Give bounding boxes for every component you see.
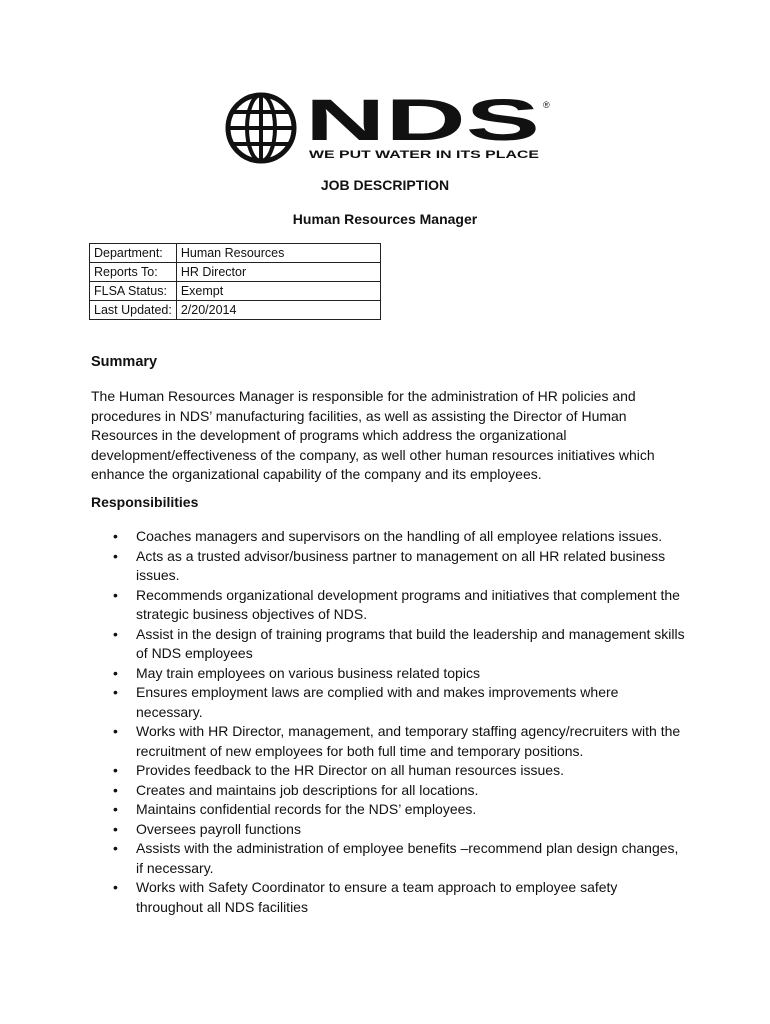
- bullet-icon: •: [113, 723, 118, 739]
- flsa-status-label: FLSA Status:: [90, 282, 177, 301]
- list-item-text: Coaches managers and supervisors on the handling of all employee relations issues.: [136, 528, 663, 544]
- list-item: [113, 625, 686, 664]
- bullet-icon: •: [113, 684, 118, 700]
- bullet-icon: •: [113, 547, 118, 564]
- table-row: [90, 301, 381, 320]
- responsibilities-list: [113, 527, 686, 917]
- list-item-text: Assists with the administration of employee benefits –recommend plan design changes, if necessary.: [136, 840, 679, 876]
- flsa-status-value: Exempt: [176, 282, 380, 301]
- list-item-text: Acts as a trusted advisor/business partner to management on all HR related business issues.: [136, 547, 666, 583]
- last-updated-value: 2/20/2014: [176, 301, 380, 320]
- list-item: [113, 664, 686, 684]
- table-row: [90, 263, 381, 282]
- list-item: [113, 839, 686, 878]
- position-title: Human Resources Manager: [292, 211, 478, 227]
- reports-to-value: HR Director: [176, 263, 380, 282]
- list-item-text: May train employees on various business related topics: [136, 664, 480, 681]
- list-item: [113, 800, 686, 820]
- logo-wordmark: NDS: [305, 92, 540, 153]
- department-value: Human Resources: [176, 244, 380, 263]
- list-item: [113, 527, 686, 547]
- bullet-icon: •: [113, 840, 118, 856]
- list-item-text: Maintains confidential records for the NDS’ employees.: [136, 801, 477, 817]
- bullet-icon: •: [113, 820, 118, 837]
- list-item-text: Provides feedback to the HR Director on all human resources issues.: [136, 762, 564, 778]
- list-item: [113, 722, 686, 761]
- bullet-icon: •: [113, 664, 118, 681]
- nds-logo-graphic: [223, 92, 553, 164]
- bullet-icon: •: [113, 781, 118, 798]
- bullet-icon: •: [113, 879, 118, 895]
- list-item-text: Creates and maintains job descriptions for all locations.: [136, 781, 479, 798]
- bullet-icon: •: [113, 801, 118, 817]
- list-item: [113, 586, 686, 625]
- list-item: [113, 683, 686, 722]
- table-row: [90, 282, 381, 301]
- list-item-text: Works with Safety Coordinator to ensure a team approach to employee safety throughout all NDS facilities: [136, 879, 618, 915]
- document-title: JOB DESCRIPTION: [320, 177, 450, 193]
- list-item: [113, 547, 686, 586]
- list-item: [113, 761, 686, 781]
- reports-to-label: Reports To:: [90, 263, 177, 282]
- table-row: [90, 244, 381, 263]
- last-updated-label: Last Updated:: [90, 301, 177, 320]
- logo-tagline: WE PUT WATER IN ITS PLACE: [309, 149, 539, 161]
- list-item-text: Recommends organizational development programs and initiatives that complement the strategic business objectives of NDS.: [136, 586, 680, 622]
- registered-mark: ®: [543, 100, 550, 110]
- summary-heading: Summary: [91, 354, 158, 370]
- list-item-text: Ensures employment laws are complied with and makes improvements where necessary.: [136, 684, 619, 720]
- list-item: [113, 878, 686, 917]
- bullet-icon: •: [113, 762, 118, 778]
- list-item-text: Oversees payroll functions: [136, 820, 301, 837]
- summary-text: The Human Resources Manager is responsible for the administration of HR policies and procedures in NDS’ manufacturing facilities, as well as assisting the Director of Human Resources in the development of programs which address the organizational development/effectiveness of the company, as well other human resources initiatives which enhance the organizational capability of the company and its employees.: [91, 388, 655, 482]
- bullet-icon: •: [113, 528, 118, 544]
- job-info-table: [89, 243, 381, 320]
- list-item-text: Works with HR Director, management, and temporary staffing agency/recruiters with the recruitment of new employees for both full time and temporary positions.: [136, 723, 681, 759]
- department-label: Department:: [90, 244, 177, 263]
- bullet-icon: •: [113, 586, 118, 603]
- list-item: [113, 820, 686, 840]
- list-item-text: Assist in the design of training programs that build the leadership and management skills of NDS employees: [136, 625, 685, 661]
- globe-icon: [228, 95, 294, 161]
- responsibilities-heading: Responsibilities: [91, 494, 199, 510]
- bullet-icon: •: [113, 625, 118, 642]
- nds-logo: [223, 92, 553, 164]
- list-item: [113, 781, 686, 801]
